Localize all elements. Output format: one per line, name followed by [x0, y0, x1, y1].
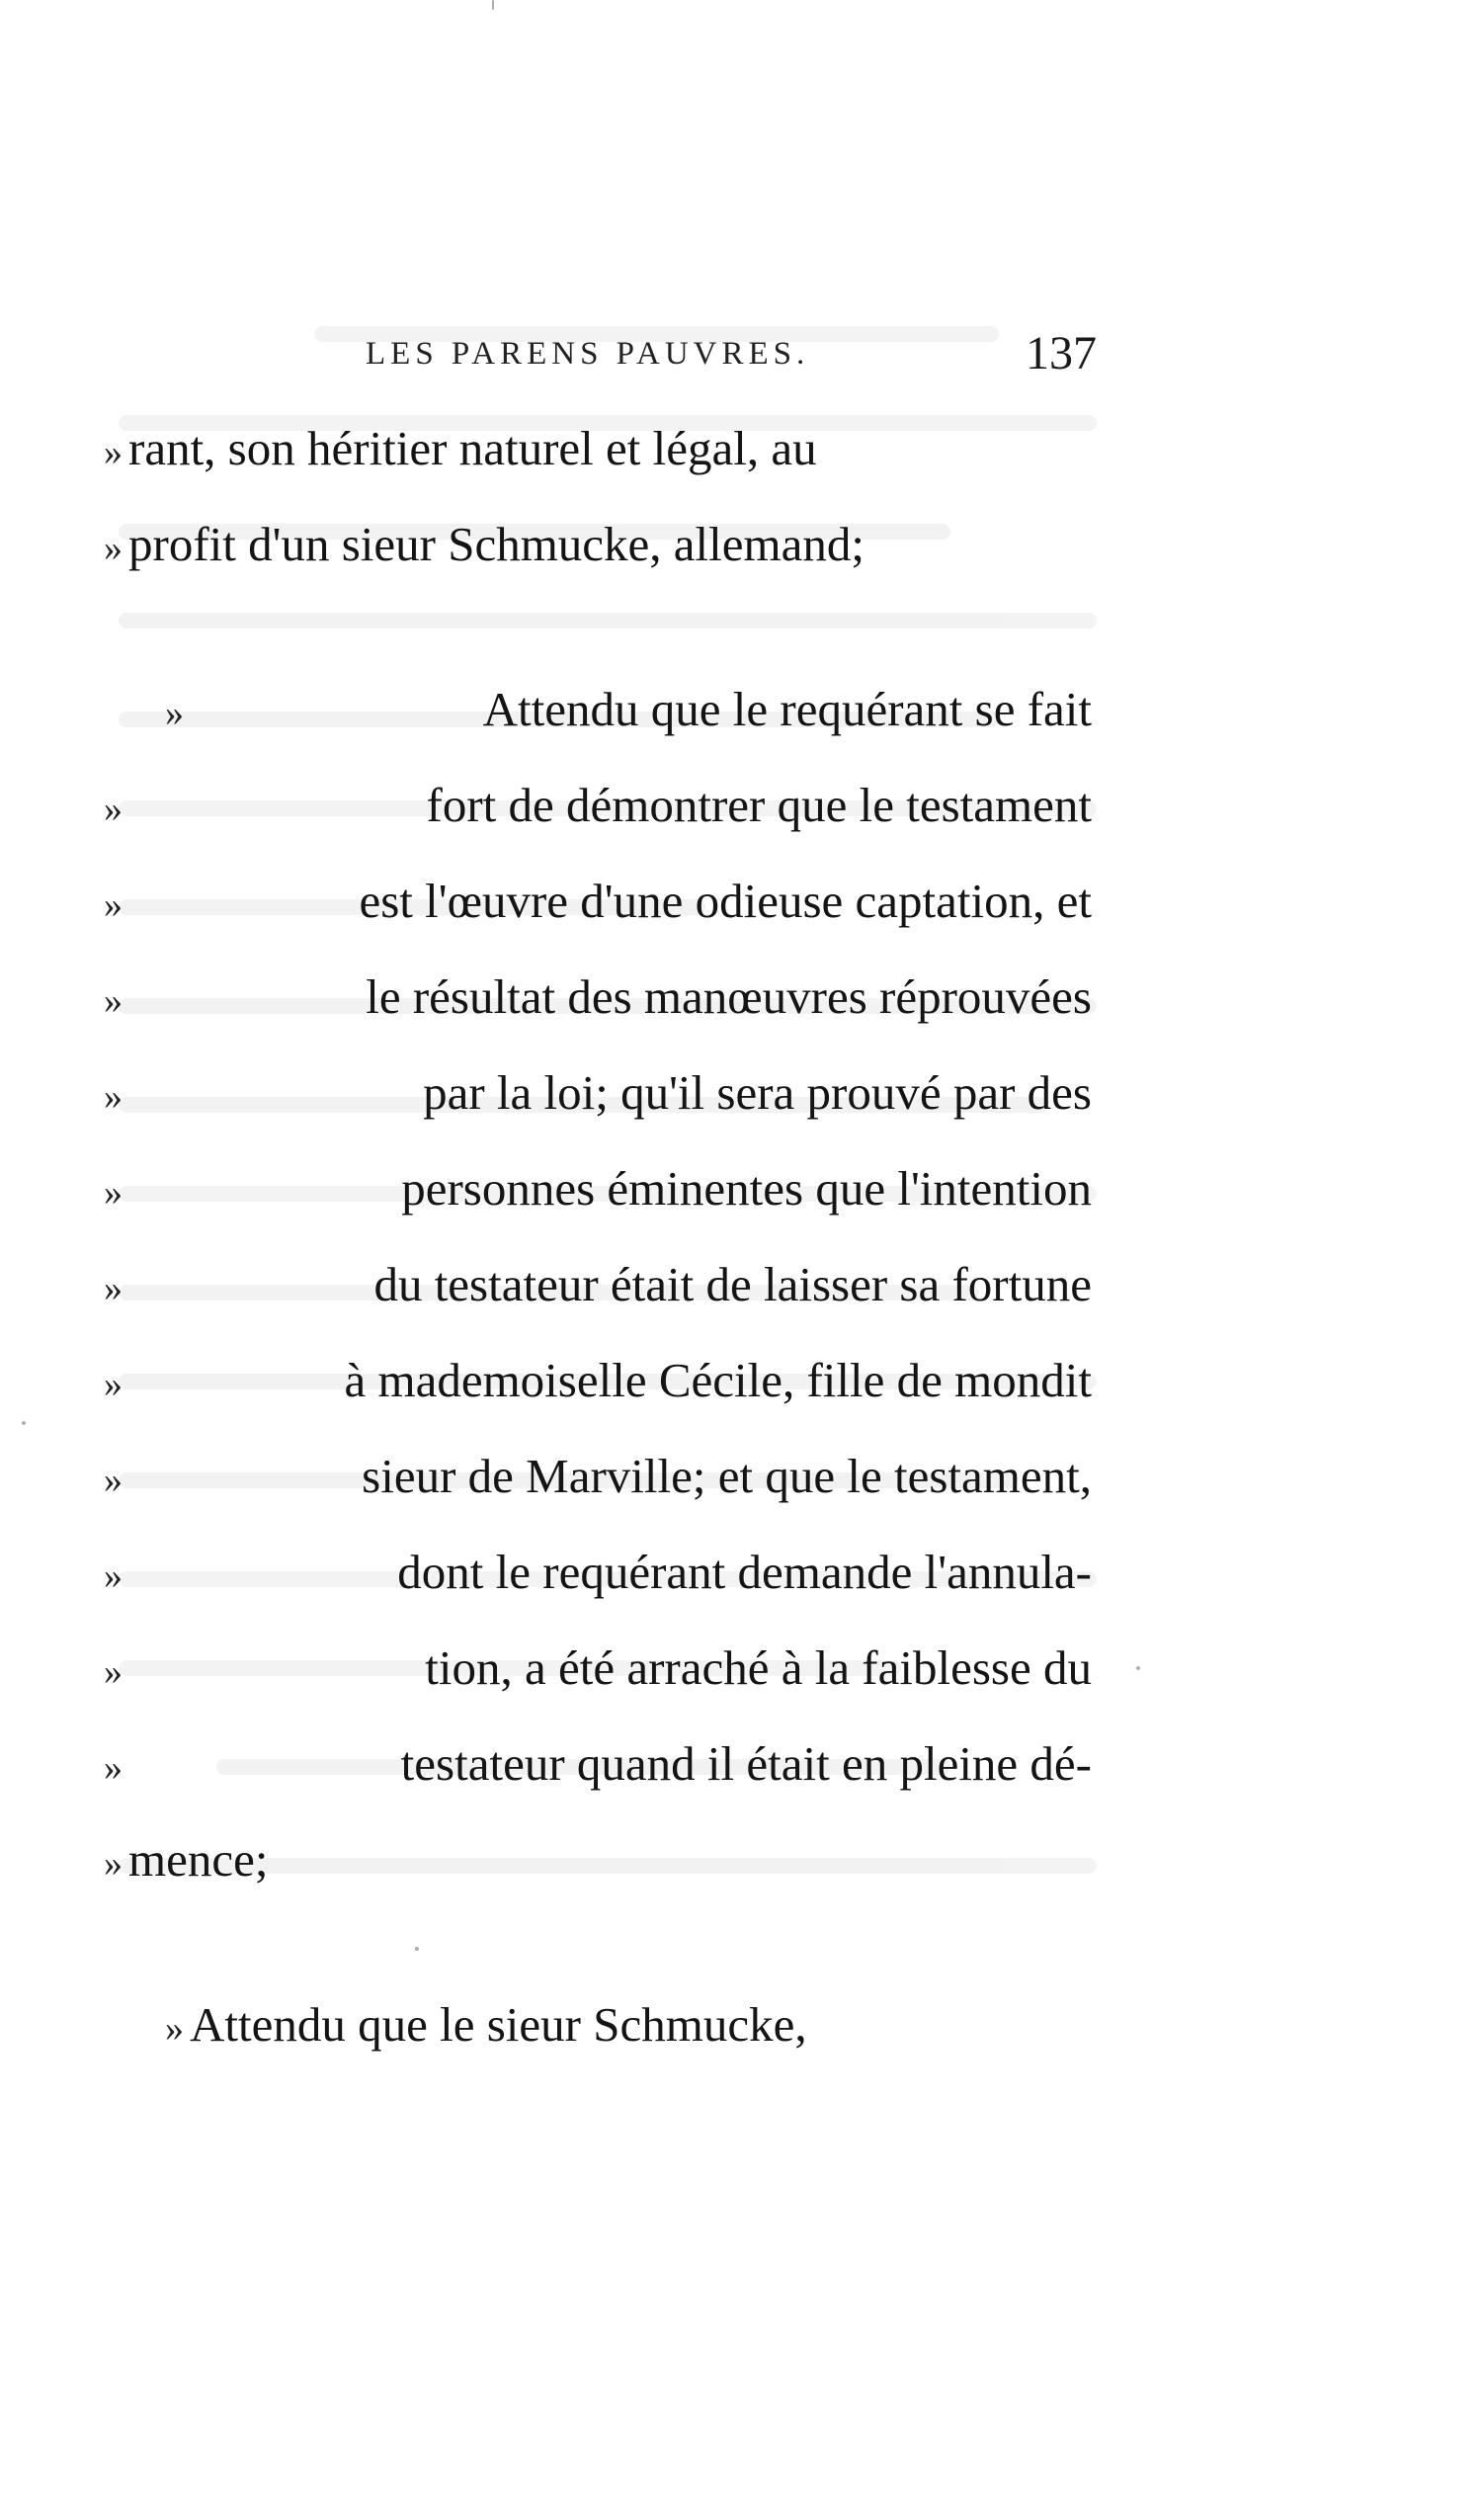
line-text: du testateur était de laisser sa fortune — [373, 1257, 1092, 1311]
text-line — [104, 400, 1092, 496]
line-text: personnes éminentes que l'intention — [401, 1161, 1092, 1216]
quote-mark: » — [104, 528, 123, 569]
text-line — [104, 757, 1092, 853]
paragraph-gap — [104, 592, 1092, 661]
line-text: fort de démontrer que le testament — [426, 778, 1092, 832]
line-text: rant, son héritier naturel et légal, au — [128, 421, 817, 475]
line-text: sieur de Marville; et que le testament, — [362, 1449, 1092, 1503]
line-text: par la loi; qu'il sera prouvé par des — [423, 1065, 1092, 1120]
text-line — [104, 1811, 1092, 1907]
running-header — [366, 326, 1097, 395]
text-line — [104, 949, 1092, 1045]
text-line — [104, 1236, 1092, 1332]
text-line — [104, 1045, 1092, 1140]
quote-mark: » — [165, 2008, 184, 2050]
quote-mark: » — [104, 1268, 123, 1309]
body-text — [104, 400, 1092, 2072]
line-text: Attendu que le requérant se fait — [482, 682, 1092, 736]
text-line — [104, 1620, 1092, 1716]
quote-mark: » — [104, 980, 123, 1022]
text-line — [104, 1976, 1092, 2072]
quote-mark: » — [104, 1460, 123, 1501]
quote-mark: » — [104, 1364, 123, 1405]
quote-mark: » — [104, 432, 123, 473]
line-text: testateur quand il était en pleine dé- — [400, 1736, 1092, 1791]
quote-mark: » — [104, 1555, 123, 1597]
quote-mark: » — [104, 1747, 123, 1789]
quote-mark: » — [104, 1172, 123, 1214]
quote-mark: » — [165, 693, 184, 734]
text-line — [104, 661, 1092, 757]
text-line — [104, 1524, 1092, 1620]
line-text: mence; — [128, 1832, 269, 1887]
line-text: profit d'un sieur Schmucke, allemand; — [128, 517, 865, 571]
quote-mark: » — [104, 1076, 123, 1118]
paragraph-gap — [104, 1907, 1092, 1976]
line-text: à mademoiselle Cécile, fille de mondit — [344, 1353, 1092, 1407]
text-line — [104, 1332, 1092, 1428]
quote-mark: » — [104, 1651, 123, 1693]
line-text: dont le requérant demande l'annula- — [397, 1545, 1092, 1599]
text-line — [104, 1716, 1092, 1811]
quote-mark: » — [104, 884, 123, 926]
quote-mark: » — [104, 789, 123, 830]
page-number: 137 — [1026, 327, 1097, 379]
text-line — [104, 1140, 1092, 1236]
quote-mark: » — [104, 1843, 123, 1885]
running-title: LES PARENS PAUVRES. — [366, 336, 810, 372]
text-line — [104, 1428, 1092, 1524]
text-line — [104, 496, 1092, 592]
line-text: est l'œuvre d'une odieuse captation, et — [359, 874, 1092, 928]
line-text: Attendu que le sieur Schmucke, — [190, 1997, 807, 2052]
line-text: le résultat des manœuvres réprouvées — [366, 969, 1092, 1024]
text-line — [104, 853, 1092, 949]
line-text: tion, a été arraché à la faiblesse du — [425, 1640, 1092, 1695]
